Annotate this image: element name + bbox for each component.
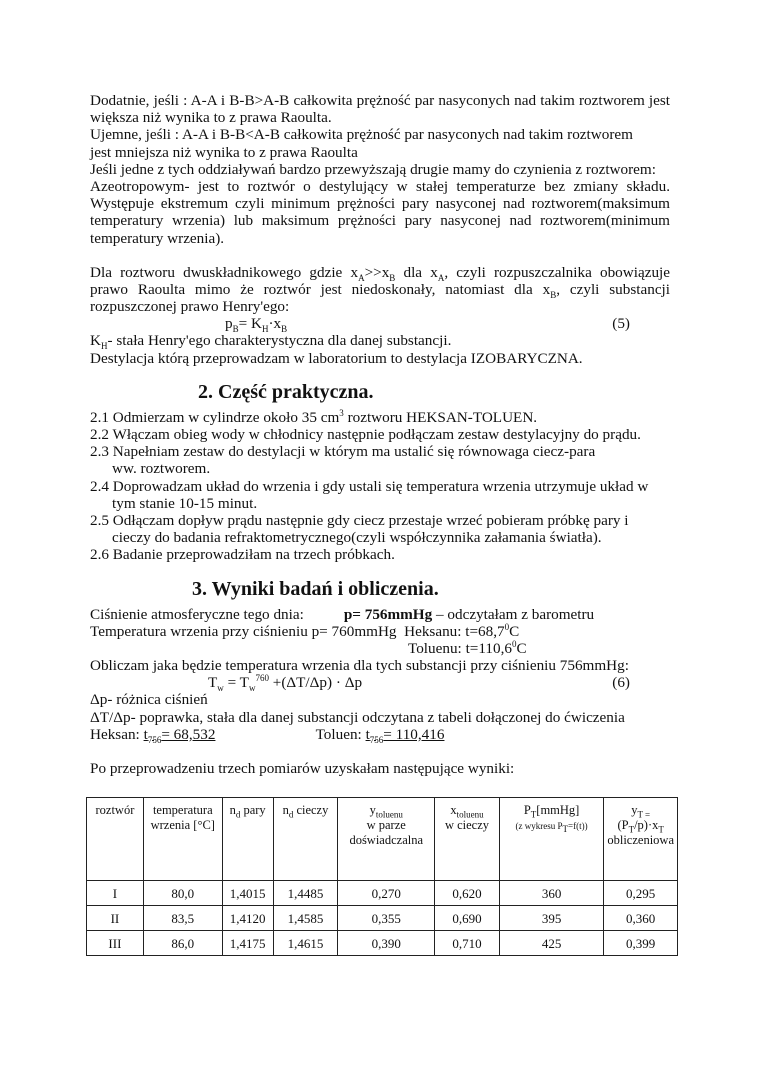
paragraph: Heksan: $t_{756}= 68,532$ Toluen: $t_{756}= 110,416$ [90, 725, 445, 745]
column-header: $P_T[mmHg]$ (z wykresu $P_T=f(t)$) [499, 798, 604, 881]
paragraph: Dla roztworu dwuskładnikowego gdzie $x_A>>x_B$ dla $x_A$, czyli rozpuszczalnika obowiązuje prawo Raoulta mimo że roztwór jest niedoskonały, natomiast dla $x_B$, czyli substancji rozpuszczonej prawo Henry'ego: [90, 263, 670, 316]
table-cell: 0,355 [338, 906, 435, 931]
table-cell: 1,4585 [273, 906, 338, 931]
paragraph: Destylacja którą przeprowadzam w laboratorium to destylacja IZOBARYCZNA. [90, 349, 583, 367]
results-table [86, 797, 678, 956]
table-cell: 0,270 [338, 881, 435, 906]
list-item: 2.4 Doprowadzam układ do wrzenia i gdy ustali się temperatura wrzenia utrzymuje układ w [90, 477, 649, 495]
column-header: $x_{toluenu}$ w cieczy [435, 798, 500, 881]
table-cell: 1,4120 [222, 906, 273, 931]
paragraph: jest mniejsza niż wynika to z prawa Raoulta [90, 143, 358, 161]
paragraph: Obliczam jaka będzie temperatura wrzenia dla tych substancji przy ciśnieniu 756mmHg: [90, 657, 629, 675]
table-cell: I [87, 881, 144, 906]
paragraph: $K_H-$ stała Henry'ego charakterystyczna dla danej substancji. [90, 332, 452, 352]
paragraph: Δp- różnica ciśnień [90, 691, 208, 709]
table-header-row [87, 798, 678, 881]
table-cell: 86,0 [143, 931, 222, 956]
paragraph: Toluenu: $t=110,6^0C$ [408, 639, 527, 658]
paragraph: Dodatnie, jeśli : A-A i B-B>A-B całkowita prężność par nasyconych nad takim roztworem jest większa niż wynika to z prawa Raoulta. [90, 92, 670, 127]
table-cell: 83,5 [143, 906, 222, 931]
table-cell: II [87, 906, 144, 931]
list-item: cieczy do badania refraktometrycznego(czyli współczynnika załamania światła). [112, 529, 602, 547]
table-cell: 0,399 [604, 931, 678, 956]
paragraph: Temperatura wrzenia przy ciśnieniu p= 760mmHg Heksanu: $t=68,7^0C$ [90, 621, 520, 640]
equation-number: (5) [612, 315, 630, 333]
list-item: 2.6 Badanie przeprowadziłam na trzech próbkach. [90, 546, 395, 564]
list-item: 2.1 Odmierzam w cylindrze około 35 $cm^3$ roztworu HEKSAN-TOLUEN. [90, 407, 538, 426]
column-header: $n_d$ pary [222, 798, 273, 881]
list-item: 2.5 Odłączam dopływ prądu następnie gdy ciecz przestaje wrzeć pobieram próbkę pary i [90, 512, 629, 530]
table-cell: 395 [499, 906, 604, 931]
column-header: $y_{toluenu}$ w parze doświadczalna [338, 798, 435, 881]
table-cell: 1,4485 [273, 881, 338, 906]
formula-6: $T_w = T_w^{760} +(\Delta T/\Delta p) \cdot \Delta p$ (6) [208, 673, 630, 694]
paragraph: ΔT/Δp- poprawka, stała dla danej substancji odczytana z tabeli dołączonej do ćwiczenia [90, 708, 625, 726]
table-row [87, 931, 678, 956]
table-cell: III [87, 931, 144, 956]
table-cell: 1,4175 [222, 931, 273, 956]
list-item: tym stanie 10-15 minut. [112, 494, 258, 512]
table-cell: 80,0 [143, 881, 222, 906]
section-heading: 3. Wyniki badań i obliczenia. [192, 577, 439, 600]
table-cell: 1,4615 [273, 931, 338, 956]
table-cell: 0,360 [604, 906, 678, 931]
table-cell: 1,4015 [222, 881, 273, 906]
table-cell: 0,295 [604, 881, 678, 906]
table-cell: 425 [499, 931, 604, 956]
paragraph: Azeotropowym- jest to roztwór o destylujący w stałej temperaturze bez zmiany składu. Występuje ekstremum czyli minimum prężności pary nasyconej nad roztworem(maksimum temperatury wrzenia) lub maksimum prężności pary nasyconej nad roztworem(minimum temperatury wrzenia). [90, 178, 670, 247]
table-cell: 0,620 [435, 881, 500, 906]
column-header: $y_{T =}$ $(P_T/p)\cdot x_T$ obliczeniowa [604, 798, 678, 881]
list-item: 2.2 Włączam obieg wody w chłodnicy następnie podłączam zestaw destylacyjny do prądu. [90, 426, 641, 444]
paragraph: Ujemne, jeśli : A-A i B-B<A-B całkowita prężność par nasyconych nad takim roztworem [90, 126, 633, 144]
paragraph: Jeśli jedne z tych oddziaływań bardzo przewyższają drugie mamy do czynienia z roztworem: [90, 160, 656, 178]
table-cell: 0,710 [435, 931, 500, 956]
section-heading: 2. Część praktyczna. [198, 380, 374, 403]
column-header: $n_d$ cieczy [273, 798, 338, 881]
table-cell: 0,690 [435, 906, 500, 931]
table-cell: 0,390 [338, 931, 435, 956]
formula-5: $p_B= K_H\cdot x_B$ (5) [225, 315, 630, 335]
column-header: temperatura wrzenia [°C] [143, 798, 222, 881]
table-row [87, 906, 678, 931]
equation-number: (6) [612, 674, 630, 692]
table-row [87, 881, 678, 906]
paragraph: Po przeprowadzeniu trzech pomiarów uzyskałam następujące wyniki: [90, 760, 515, 778]
list-item: 2.3 Napełniam zestaw do destylacji w którym ma ustalić się równowaga ciecz-para [90, 443, 596, 461]
document-body [90, 92, 674, 956]
list-item: ww. roztworem. [112, 460, 211, 478]
column-header: roztwór [87, 798, 144, 881]
table-cell: 360 [499, 881, 604, 906]
paragraph: Ciśnienie atmosferyczne tego dnia: p= 756mmHg – odczytałam z barometru [90, 605, 595, 623]
